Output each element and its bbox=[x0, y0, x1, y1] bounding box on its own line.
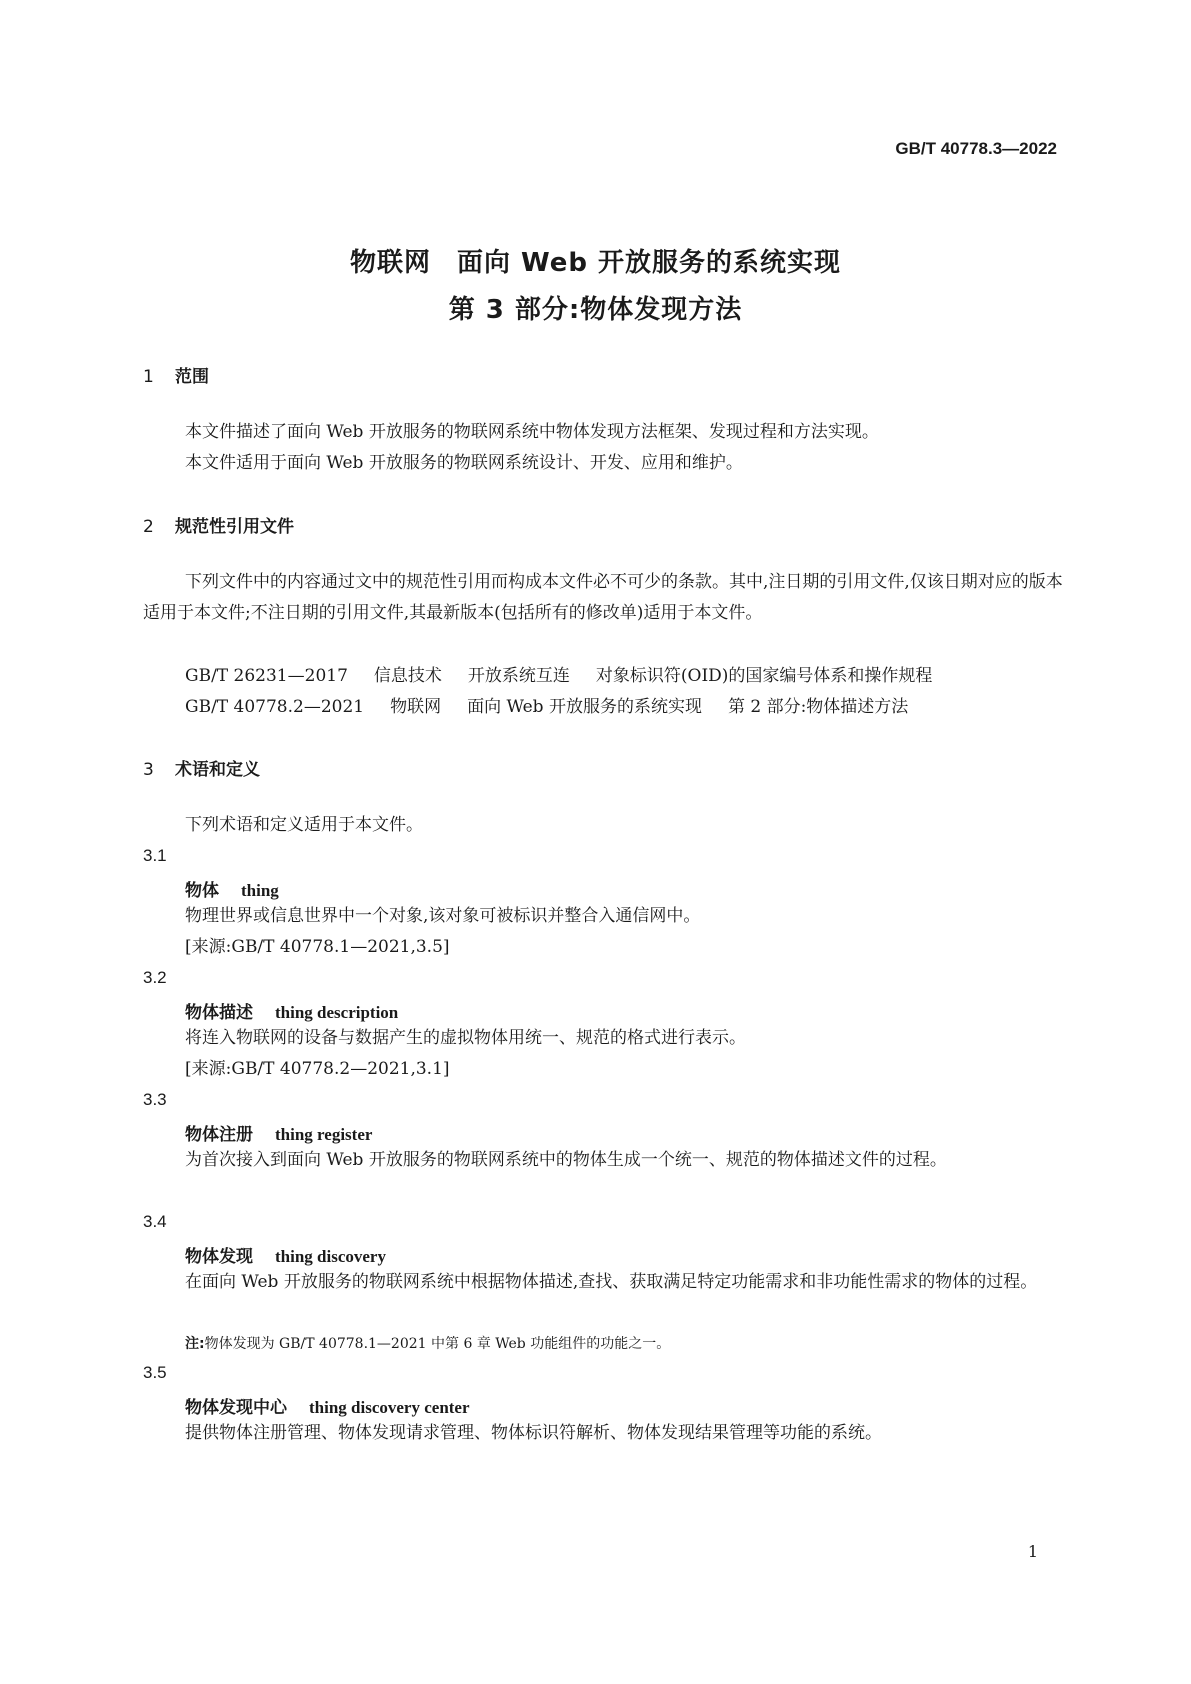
term-zh: 物体发现中心 bbox=[185, 1398, 287, 1418]
page-number: 1 bbox=[1027, 1542, 1038, 1561]
term-heading bbox=[185, 1242, 386, 1267]
term-zh: 物体注册 bbox=[185, 1125, 253, 1145]
term-heading bbox=[185, 876, 279, 901]
term-source: [来源:GB/T 40778.2—2021,3.1] bbox=[185, 1059, 450, 1079]
term-en: thing register bbox=[275, 1125, 373, 1144]
document-title-line2: 第 3 部分:物体发现方法 bbox=[448, 295, 743, 325]
term-number: 3.5 bbox=[143, 1363, 167, 1382]
section-number: 3 bbox=[143, 760, 154, 780]
term-number: 3.3 bbox=[143, 1090, 167, 1109]
term-definition: 为首次接入到面向 Web 开放服务的物联网系统中的物体生成一个统一、规范的物体描述文件的过程。 bbox=[185, 1150, 947, 1170]
reference-title-b: 开放系统互连 bbox=[467, 666, 570, 686]
reference-title-a: 物联网 bbox=[390, 697, 442, 717]
reference-code: GB/T 40778.2—2021 bbox=[185, 697, 365, 717]
section-2-heading bbox=[143, 512, 294, 537]
term-note bbox=[185, 1333, 670, 1353]
term-number: 3.2 bbox=[143, 968, 167, 987]
standard-number: GB/T 40778.3—2022 bbox=[895, 139, 1057, 158]
term-definition: 在面向 Web 开放服务的物联网系统中根据物体描述,查找、获取满足特定功能需求和非功能性需求的物体的过程。 bbox=[185, 1272, 1038, 1292]
section-title: 术语和定义 bbox=[175, 760, 260, 780]
section-3-intro: 下列术语和定义适用于本文件。 bbox=[185, 815, 423, 835]
term-heading bbox=[185, 1120, 372, 1145]
reference-title-b: 面向 Web 开放服务的系统实现 bbox=[467, 697, 702, 717]
section-title: 规范性引用文件 bbox=[175, 517, 294, 537]
title-part-a: 物联网 bbox=[349, 248, 431, 278]
normative-reference-2 bbox=[185, 692, 908, 723]
term-definition: 提供物体注册管理、物体发现请求管理、物体标识符解析、物体发现结果管理等功能的系统。 bbox=[185, 1423, 882, 1443]
note-label: 注: bbox=[185, 1336, 205, 1352]
section-2-paragraph-1: 下列文件中的内容通过文中的规范性引用而构成本文件必不可少的条款。其中,注日期的引用文件,仅该日期对应的版本适用于本文件;不注日期的引用文件,其最新版本(包括所有的修改单)适用于本文件。 bbox=[143, 572, 1063, 623]
section-1-paragraph-1: 本文件描述了面向 Web 开放服务的物联网系统中物体发现方法框架、发现过程和方法实现。 bbox=[185, 422, 879, 442]
term-zh: 物体描述 bbox=[185, 1003, 253, 1023]
term-zh: 物体发现 bbox=[185, 1247, 253, 1267]
term-en: thing bbox=[241, 881, 279, 900]
title-part-b: 面向 Web 开放服务的系统实现 bbox=[456, 248, 842, 278]
term-en: thing discovery bbox=[275, 1247, 386, 1266]
term-definition: 物理世界或信息世界中一个对象,该对象可被标识并整合入通信网中。 bbox=[185, 906, 701, 926]
section-title: 范围 bbox=[175, 367, 209, 387]
reference-code: GB/T 26231—2017 bbox=[185, 666, 348, 686]
normative-reference-1 bbox=[185, 661, 932, 692]
term-number: 3.1 bbox=[143, 846, 167, 865]
term-en: thing discovery center bbox=[309, 1398, 470, 1417]
section-1-paragraph-2: 本文件适用于面向 Web 开放服务的物联网系统设计、开发、应用和维护。 bbox=[185, 453, 743, 473]
note-text: 物体发现为 GB/T 40778.1—2021 中第 6 章 Web 功能组件的功能之一。 bbox=[204, 1336, 671, 1352]
term-heading bbox=[185, 1393, 470, 1418]
section-number: 2 bbox=[143, 517, 154, 537]
reference-title-a: 信息技术 bbox=[373, 666, 442, 686]
term-en: thing description bbox=[275, 1003, 399, 1022]
term-definition: 将连入物联网的设备与数据产生的虚拟物体用统一、规范的格式进行表示。 bbox=[185, 1028, 746, 1048]
term-source: [来源:GB/T 40778.1—2021,3.5] bbox=[185, 937, 450, 957]
reference-title-c: 对象标识符(OID)的国家编号体系和操作规程 bbox=[595, 666, 933, 686]
section-number: 1 bbox=[143, 367, 154, 387]
term-heading bbox=[185, 998, 398, 1023]
section-3-heading bbox=[143, 755, 260, 780]
section-1-heading bbox=[143, 362, 209, 387]
term-number: 3.4 bbox=[143, 1212, 167, 1231]
term-zh: 物体 bbox=[185, 881, 219, 901]
document-title-line1 bbox=[0, 242, 1191, 279]
reference-title-c: 第 2 部分:物体描述方法 bbox=[727, 697, 909, 717]
